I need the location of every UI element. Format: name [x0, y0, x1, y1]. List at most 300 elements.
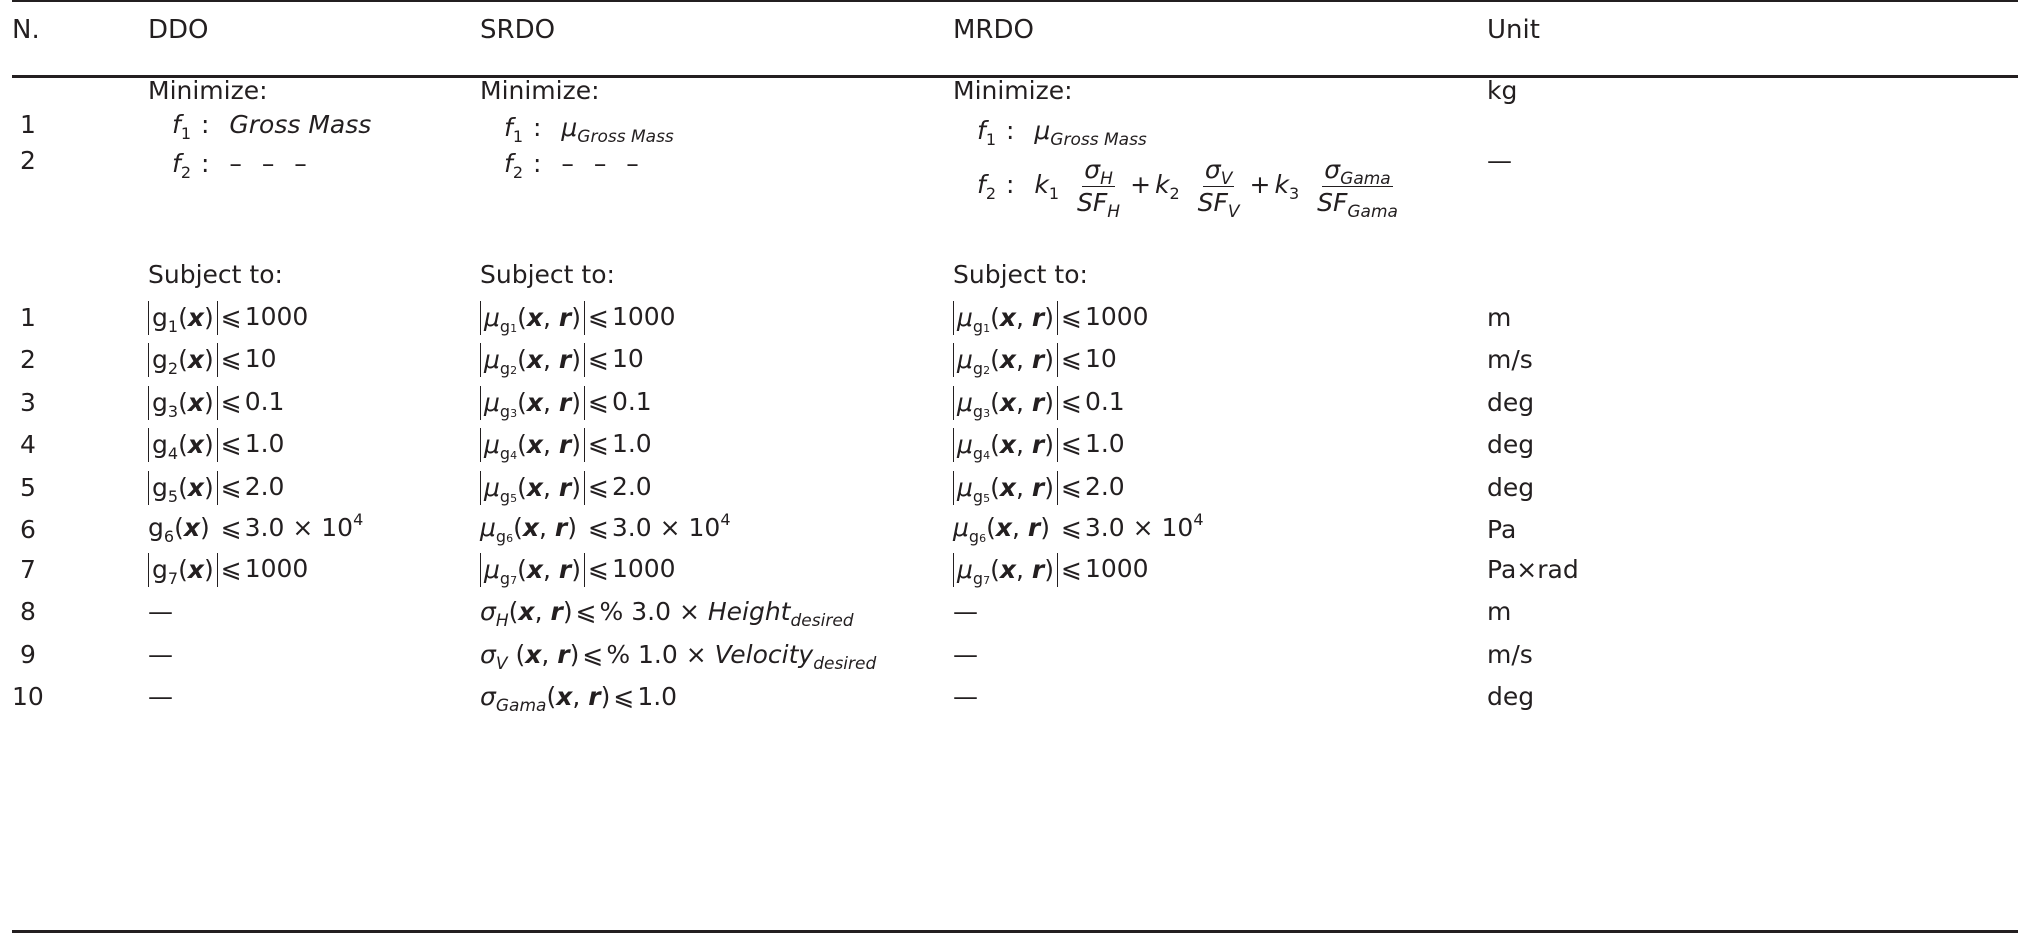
comma: , [1015, 303, 1032, 332]
g-index: 7 [167, 569, 179, 588]
unit-obj-1: kg [1487, 76, 1518, 105]
lparen: ( [546, 682, 557, 711]
absolute-value [480, 471, 585, 505]
sf-sub: V [1227, 201, 1240, 222]
g-symbol: g [152, 345, 168, 374]
lparen: ( [178, 345, 188, 374]
le-sign: ⩽ [1060, 344, 1082, 373]
g-subscript [500, 569, 517, 588]
lparen: ( [174, 513, 184, 542]
g-index: 3 [510, 407, 518, 420]
x-vector: x [526, 303, 543, 332]
unit: deg [1487, 682, 1535, 711]
srdo-constraint [480, 682, 678, 716]
absolute-value [148, 553, 218, 587]
g-index: 1 [510, 322, 518, 335]
row-number: 8 [20, 597, 36, 626]
comma: , [1015, 345, 1032, 374]
mrdo-constraint [953, 343, 1117, 377]
header-ddo: DDO [148, 15, 209, 45]
g-subscript [973, 359, 990, 378]
le-sign: ⩽ [220, 472, 242, 501]
x-vector: x [525, 640, 542, 669]
g-symbol: g [972, 402, 984, 421]
rparen: ) [1044, 430, 1054, 459]
g-index: 2 [983, 364, 991, 377]
mu-g-expression [480, 472, 652, 506]
unit: Pa×rad [1487, 555, 1579, 584]
rparen: ) [571, 555, 581, 584]
g-symbol: g [152, 473, 168, 502]
comma: , [542, 430, 559, 459]
r-vector: r [588, 682, 601, 711]
absolute-value [953, 301, 1058, 335]
bound: 1.0 [244, 429, 285, 458]
g-index: 5 [983, 492, 991, 505]
lparen: ( [513, 513, 523, 542]
srdo-constraint [480, 428, 652, 462]
plus-sign: + [1249, 170, 1271, 199]
lparen: ( [178, 388, 188, 417]
ddo-constraint [148, 343, 277, 377]
comma: , [542, 555, 559, 584]
colon: : [201, 149, 210, 178]
mu-symbol: μ [561, 113, 578, 142]
srdo-constraint [480, 640, 877, 674]
lparen: ( [517, 473, 527, 502]
bound: 0.1 [1084, 387, 1125, 416]
header-srdo: SRDO [480, 15, 556, 45]
mu-g-expression [480, 344, 644, 378]
le-sign: ⩽ [1060, 513, 1082, 542]
variable: Height [707, 597, 791, 626]
comma: , [542, 473, 559, 502]
r-vector: r [1031, 345, 1045, 374]
bound: 1000 [244, 302, 309, 331]
mu-symbol: μ [957, 555, 973, 584]
g-symbol: g [972, 317, 984, 336]
lparen: ( [515, 640, 526, 669]
variable-sub: desired [790, 611, 854, 631]
row-number: 10 [12, 682, 44, 711]
mu-symbol: μ [480, 513, 496, 542]
header-unit: Unit [1487, 15, 1540, 45]
rparen: ) [203, 303, 214, 332]
mu-sub: Gross Mass [1050, 130, 1147, 150]
row-number: 6 [20, 515, 36, 544]
rhs: 1.0 [637, 682, 678, 711]
exponent: 4 [720, 510, 731, 529]
r-vector: r [558, 430, 572, 459]
rparen: ) [1040, 513, 1050, 542]
g-expression [148, 344, 277, 378]
lparen: ( [990, 345, 1000, 374]
rparen: ) [1044, 388, 1054, 417]
minimize-label-ddo: Minimize: [148, 76, 268, 105]
ddo-constraint [148, 471, 284, 505]
row-number: 3 [20, 388, 36, 417]
sigma-sub: V [1220, 168, 1233, 189]
mu-g-expression [953, 344, 1117, 378]
denominator [1317, 187, 1398, 222]
absolute-value [953, 553, 1058, 587]
lparen: ( [517, 345, 527, 374]
comma: , [1011, 513, 1028, 542]
r-vector: r [554, 513, 568, 542]
rparen: ) [203, 345, 214, 374]
x-vector: x [526, 430, 543, 459]
g-index: 4 [983, 449, 991, 462]
absolute-value [953, 471, 1058, 505]
srdo-constraint [480, 510, 731, 546]
variable: Velocity [714, 640, 814, 669]
g-index: 7 [983, 574, 991, 587]
unit: m [1487, 303, 1512, 332]
bound: 3.0 × 10 [244, 513, 354, 542]
g-expression [148, 554, 309, 588]
le-sign: ⩽ [587, 344, 609, 373]
r-vector: r [558, 388, 572, 417]
g-symbol: g [499, 317, 511, 336]
r-vector: r [1031, 555, 1045, 584]
bound: 3.0 × 10 [611, 513, 721, 542]
mu-symbol: μ [957, 473, 973, 502]
g-subscript [500, 359, 517, 378]
g-symbol: g [152, 388, 168, 417]
lparen: ( [990, 430, 1000, 459]
mu-symbol: μ [484, 473, 500, 502]
le-sign: ⩽ [587, 513, 609, 542]
plus-sign: + [1130, 170, 1152, 199]
sigma-symbol: σ [480, 682, 496, 711]
f-index: 1 [180, 124, 191, 143]
mu-symbol: μ [484, 430, 500, 459]
mu-symbol: μ [1034, 116, 1051, 145]
srdo-constraint [480, 553, 676, 587]
comma: , [1015, 430, 1032, 459]
rhs: % 1.0 × [606, 640, 715, 669]
r-vector: r [1027, 513, 1041, 542]
rparen: ) [203, 555, 214, 584]
f-symbol: f [977, 116, 986, 145]
le-sign: ⩽ [1060, 387, 1082, 416]
le-sign: ⩽ [582, 640, 604, 669]
le-sign: ⩽ [587, 302, 609, 331]
ddo-f1 [148, 110, 372, 143]
le-sign: ⩽ [587, 387, 609, 416]
fraction-sigma-gama [1317, 154, 1398, 222]
g-symbol: g [499, 569, 511, 588]
sigma-sub: H [495, 611, 509, 631]
unit: Pa [1487, 515, 1517, 544]
mu-sub: Gross Mass [577, 127, 674, 147]
k2-symbol: k [1155, 170, 1170, 199]
le-sign: ⩽ [1060, 554, 1082, 583]
x-vector: x [999, 303, 1016, 332]
r-vector: r [1031, 430, 1045, 459]
f-symbol: f [172, 149, 181, 178]
sigma-sub: V [495, 654, 508, 674]
g-index: 6 [979, 532, 987, 545]
x-vector: x [187, 555, 204, 584]
mrdo-constraint [953, 386, 1125, 420]
g-expression [148, 387, 285, 421]
comma: , [542, 388, 559, 417]
x-vector: x [187, 388, 204, 417]
unit: m/s [1487, 345, 1533, 374]
r-vector: r [550, 597, 563, 626]
g-index: 2 [167, 359, 179, 378]
le-sign: ⩽ [220, 429, 242, 458]
colon: : [201, 110, 210, 139]
r-vector: r [1031, 473, 1045, 502]
comma: , [1015, 473, 1032, 502]
mrdo-f2 [953, 150, 1404, 220]
g-index: 7 [510, 574, 518, 587]
bound: 1000 [611, 554, 676, 583]
rparen: ) [1044, 303, 1054, 332]
denominator [1197, 187, 1240, 222]
lparen: ( [517, 303, 527, 332]
le-sign: ⩽ [613, 682, 635, 711]
unit: m/s [1487, 640, 1533, 669]
g-symbol: g [148, 513, 164, 542]
g-index: 1 [167, 317, 179, 336]
absolute-value [148, 343, 218, 377]
lparen: ( [517, 555, 527, 584]
subject-to-label-srdo: Subject to: [480, 260, 615, 289]
rparen: ) [199, 513, 210, 542]
absolute-value [953, 386, 1058, 420]
g-symbol: g [495, 527, 507, 546]
numerator [1082, 156, 1115, 187]
colon: : [1006, 170, 1015, 199]
k1-index: 1 [1048, 184, 1060, 203]
sigma-symbol: σ [480, 640, 496, 669]
x-vector: x [995, 513, 1012, 542]
rule-bottom [12, 930, 2018, 933]
rparen: ) [562, 597, 573, 626]
g-index: 6 [163, 527, 175, 546]
mu-g-expression [480, 554, 676, 588]
mu-symbol: μ [957, 430, 973, 459]
le-sign: ⩽ [220, 344, 242, 373]
g-index: 4 [167, 444, 179, 463]
bound: 1.0 [1084, 429, 1125, 458]
exponent: 4 [353, 510, 364, 529]
comma: , [1015, 388, 1032, 417]
denominator [1077, 187, 1121, 222]
ddo-constraint: — [148, 597, 173, 626]
g-subscript [496, 527, 513, 546]
row-number: 9 [20, 640, 36, 669]
mu-symbol: μ [953, 513, 969, 542]
comma: , [534, 597, 551, 626]
ddo-constraint [148, 553, 308, 587]
f-symbol: f [504, 149, 513, 178]
sf-sub: H [1107, 201, 1121, 222]
mu-symbol: μ [484, 555, 500, 584]
g-subscript [500, 487, 517, 506]
lparen: ( [986, 513, 996, 542]
mu-symbol: μ [957, 303, 973, 332]
x-vector: x [187, 430, 204, 459]
g-index: 3 [167, 402, 179, 421]
rparen: ) [571, 303, 581, 332]
row-number: 2 [20, 345, 36, 374]
le-sign: ⩽ [220, 554, 242, 583]
mu-g-expression [953, 554, 1149, 588]
g-symbol: g [152, 430, 168, 459]
g-symbol: g [968, 527, 980, 546]
rparen: ) [600, 682, 611, 711]
comma: , [572, 682, 589, 711]
mrdo-constraint [953, 471, 1125, 505]
x-vector: x [999, 388, 1016, 417]
fraction-sigma-v [1197, 154, 1240, 222]
ddo-constraint [148, 428, 284, 462]
bound: 1000 [611, 302, 676, 331]
absolute-value [480, 343, 585, 377]
unit: deg [1487, 430, 1535, 459]
mrdo-constraint: — [953, 640, 978, 669]
sigma-sub: Gama [1340, 168, 1391, 189]
sigma-symbol: σ [1324, 154, 1341, 184]
objective-expr: Gross Mass [229, 110, 372, 139]
mrdo-constraint: — [953, 682, 978, 711]
srdo-constraint [480, 597, 854, 631]
absolute-value [148, 386, 218, 420]
lparen: ( [990, 555, 1000, 584]
x-vector: x [999, 345, 1016, 374]
absolute-value [148, 301, 218, 335]
mu-g-expression [953, 387, 1125, 421]
x-vector: x [526, 388, 543, 417]
mrdo-constraint [953, 301, 1149, 335]
sigma-symbol: σ [1204, 154, 1221, 184]
mrdo-constraint [953, 510, 1204, 546]
g-symbol: g [499, 402, 511, 421]
g-subscript [973, 444, 990, 463]
lparen: ( [517, 388, 527, 417]
g-index: 2 [510, 364, 518, 377]
rparen: ) [571, 388, 581, 417]
minimize-label-mrdo: Minimize: [953, 76, 1073, 105]
le-sign: ⩽ [587, 429, 609, 458]
rparen: ) [1044, 555, 1054, 584]
g-index: 5 [510, 492, 518, 505]
x-vector: x [999, 555, 1016, 584]
k3-symbol: k [1274, 170, 1289, 199]
f-symbol: f [977, 170, 986, 199]
g-index: 1 [983, 322, 991, 335]
f-index: 1 [512, 127, 523, 146]
r-vector: r [1031, 303, 1045, 332]
mu-symbol: μ [484, 345, 500, 374]
exponent: 4 [1193, 510, 1204, 529]
rparen: ) [571, 345, 581, 374]
srdo-f1 [480, 113, 674, 147]
g-symbol: g [499, 487, 511, 506]
x-vector: x [526, 555, 543, 584]
numerator [1203, 156, 1235, 187]
g-expression [148, 429, 285, 463]
f-symbol: f [172, 110, 181, 139]
ddo-constraint [148, 301, 308, 335]
variable-sub: desired [813, 654, 877, 674]
minimize-label-srdo: Minimize: [480, 76, 600, 105]
bound: 2.0 [244, 472, 285, 501]
unit-obj-2: — [1487, 146, 1512, 175]
bound: 1000 [1084, 302, 1149, 331]
f-symbol: f [504, 113, 513, 142]
mu-symbol: μ [957, 345, 973, 374]
bound: 3.0 × 10 [1084, 513, 1194, 542]
mu-g-expression [480, 429, 652, 463]
r-vector: r [558, 303, 572, 332]
unit: deg [1487, 473, 1535, 502]
g-index: 6 [506, 532, 514, 545]
lparen: ( [178, 430, 188, 459]
row-number: 4 [20, 430, 36, 459]
mrdo-constraint: — [953, 597, 978, 626]
r-vector: r [558, 555, 572, 584]
g-subscript [969, 527, 986, 546]
f-index: 2 [180, 163, 191, 182]
r-vector: r [558, 473, 572, 502]
ddo-constraint [148, 510, 364, 546]
comma: , [1015, 555, 1032, 584]
mrdo-f1 [953, 116, 1147, 150]
srdo-constraint [480, 343, 644, 377]
x-vector: x [526, 345, 543, 374]
g-symbol: g [499, 444, 511, 463]
row-number: 5 [20, 473, 36, 502]
g-symbol: g [152, 303, 168, 332]
bound: 10 [611, 344, 644, 373]
g-subscript [973, 487, 990, 506]
function-call [148, 513, 210, 546]
bound: 0.1 [611, 387, 652, 416]
g-expression [148, 302, 309, 336]
bound: 10 [1084, 344, 1117, 373]
mu-g-expression [480, 387, 652, 421]
mu-g-expression [953, 472, 1125, 506]
lparen: ( [508, 597, 519, 626]
g-subscript [973, 317, 990, 336]
g-expression [148, 472, 285, 506]
numerator [1322, 156, 1392, 187]
mu-g-expression [953, 302, 1149, 336]
rparen: ) [567, 513, 577, 542]
comma: , [542, 303, 559, 332]
srdo-f2 [480, 149, 645, 182]
colon: : [1006, 116, 1015, 145]
sigma-sub: Gama [495, 696, 547, 716]
f-index: 1 [985, 130, 996, 149]
f-index: 2 [512, 163, 523, 182]
ddo-constraint: — [148, 682, 173, 711]
g-subscript [973, 402, 990, 421]
le-sign: ⩽ [575, 597, 597, 626]
lparen: ( [990, 388, 1000, 417]
bound: 10 [244, 344, 277, 373]
mu-g-expression [480, 510, 731, 546]
ddo-constraint: — [148, 640, 173, 669]
sigma-symbol: σ [480, 597, 496, 626]
mu-symbol: μ [957, 388, 973, 417]
comma: , [542, 345, 559, 374]
